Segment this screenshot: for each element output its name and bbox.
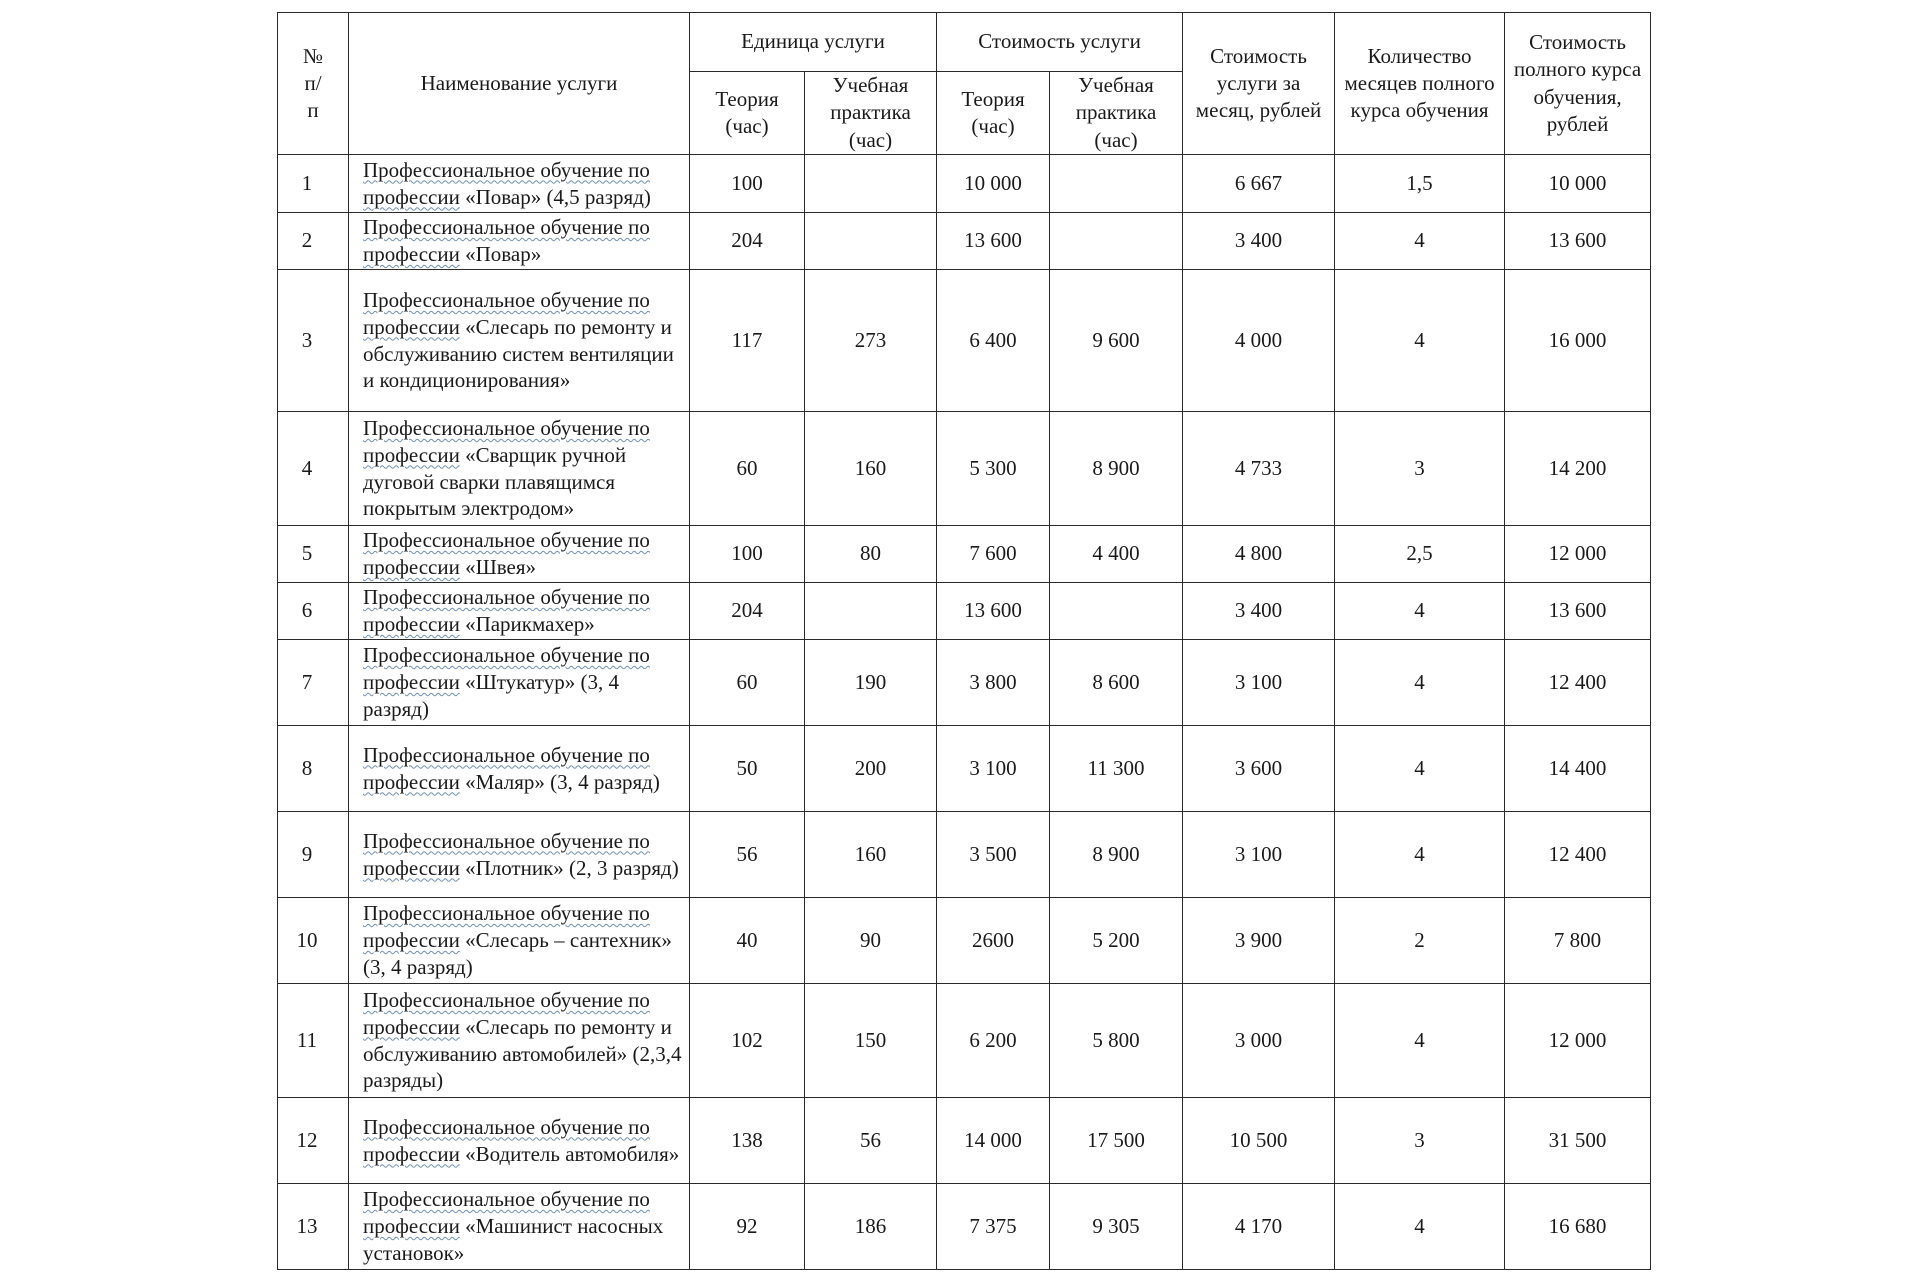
- practice-hours: [805, 213, 937, 270]
- service-name-profession: «Машинист насосных установок»: [363, 1214, 664, 1265]
- table-row: [278, 270, 1651, 412]
- monthly-cost: 3 400: [1183, 213, 1335, 270]
- cost-practice: 9 305: [1050, 1184, 1183, 1270]
- header-total-cost: Стоимость полного курса обучения, рублей: [1505, 13, 1651, 155]
- cost-practice: [1050, 155, 1183, 213]
- service-name-profession: «Маляр» (3, 4 разряд): [465, 769, 660, 794]
- total-cost: 12 400: [1505, 812, 1651, 898]
- row-number: 1: [278, 155, 349, 213]
- total-cost: 13 600: [1505, 583, 1651, 640]
- monthly-cost: 4 800: [1183, 526, 1335, 583]
- cost-practice: [1050, 213, 1183, 270]
- cost-practice: 17 500: [1050, 1098, 1183, 1184]
- total-cost: 12 400: [1505, 640, 1651, 726]
- header-number-line: п: [307, 98, 319, 123]
- row-number: 8: [278, 726, 349, 812]
- row-number: 3: [278, 270, 349, 412]
- total-cost: 14 200: [1505, 412, 1651, 526]
- table-row: [278, 412, 1651, 526]
- total-cost: 16 680: [1505, 1184, 1651, 1270]
- price-table-page: [277, 12, 1650, 1270]
- monthly-cost: 3 100: [1183, 640, 1335, 726]
- total-cost: 13 600: [1505, 213, 1651, 270]
- service-name-profession: «Водитель автомобиля»: [465, 1141, 680, 1166]
- service-name: [349, 640, 690, 726]
- theory-hours: 204: [690, 583, 805, 640]
- cost-practice: 8 900: [1050, 412, 1183, 526]
- row-number: 13: [278, 1184, 349, 1270]
- header-row-top: [278, 13, 1651, 72]
- cost-theory: 13 600: [937, 213, 1050, 270]
- service-name-prefix: Профессиональное обучение по профессии: [363, 1114, 650, 1166]
- theory-hours: 60: [690, 640, 805, 726]
- cost-practice: 5 800: [1050, 984, 1183, 1098]
- total-cost: 12 000: [1505, 984, 1651, 1098]
- service-name-prefix: Профессиональное обучение по профессии: [363, 215, 650, 266]
- monthly-cost: 10 500: [1183, 1098, 1335, 1184]
- row-number: 9: [278, 812, 349, 898]
- table-row: [278, 726, 1651, 812]
- practice-hours: 186: [805, 1184, 937, 1270]
- monthly-cost: 4 000: [1183, 270, 1335, 412]
- service-name-profession: «Слесарь по ремонту и обслуживанию автомобилей» (2,3,4 разряды): [363, 1014, 682, 1093]
- service-name-prefix: Профессиональное обучение по профессии: [363, 643, 650, 695]
- service-name: [349, 270, 690, 412]
- service-name: [349, 898, 690, 984]
- practice-hours: [805, 583, 937, 640]
- practice-hours: 273: [805, 270, 937, 412]
- monthly-cost: 3 400: [1183, 583, 1335, 640]
- course-months: 4: [1335, 583, 1505, 640]
- practice-hours: [805, 155, 937, 213]
- course-months: 2: [1335, 898, 1505, 984]
- cost-theory: 3 500: [937, 812, 1050, 898]
- service-name: [349, 812, 690, 898]
- practice-hours: 150: [805, 984, 937, 1098]
- theory-hours: 204: [690, 213, 805, 270]
- service-name: [349, 583, 690, 640]
- theory-hours: 56: [690, 812, 805, 898]
- service-name-profession: «Парикмахер»: [465, 612, 595, 636]
- table-body: [278, 155, 1651, 1270]
- row-number: 2: [278, 213, 349, 270]
- row-number: 4: [278, 412, 349, 526]
- course-months: 2,5: [1335, 526, 1505, 583]
- theory-hours: 92: [690, 1184, 805, 1270]
- header-number: [278, 13, 349, 155]
- cost-practice: 9 600: [1050, 270, 1183, 412]
- service-name: [349, 726, 690, 812]
- header-cost-practice: Учебная практика (час): [1050, 72, 1183, 155]
- cost-theory: 10 000: [937, 155, 1050, 213]
- service-name: [349, 213, 690, 270]
- row-number: 12: [278, 1098, 349, 1184]
- service-name-prefix: Профессиональное обучение по профессии: [363, 287, 650, 339]
- service-name-profession: «Повар»: [465, 242, 542, 266]
- cost-theory: 14 000: [937, 1098, 1050, 1184]
- cost-theory: 3 100: [937, 726, 1050, 812]
- cost-theory: 7 600: [937, 526, 1050, 583]
- theory-hours: 60: [690, 412, 805, 526]
- total-cost: 31 500: [1505, 1098, 1651, 1184]
- theory-hours: 100: [690, 155, 805, 213]
- total-cost: 10 000: [1505, 155, 1651, 213]
- service-name-prefix: Профессиональное обучение по профессии: [363, 585, 650, 636]
- service-name: [349, 1098, 690, 1184]
- service-name-profession: «Повар» (4,5 разряд): [465, 184, 651, 209]
- theory-hours: 40: [690, 898, 805, 984]
- total-cost: 7 800: [1505, 898, 1651, 984]
- course-months: 4: [1335, 640, 1505, 726]
- practice-hours: 90: [805, 898, 937, 984]
- cost-practice: 8 900: [1050, 812, 1183, 898]
- service-name-profession: «Сварщик ручной дуговой сварки плавящимся покрытым электродом»: [363, 442, 627, 521]
- practice-hours: 160: [805, 412, 937, 526]
- course-months: 4: [1335, 213, 1505, 270]
- table-row: [278, 984, 1651, 1098]
- table-row: [278, 155, 1651, 213]
- total-cost: 16 000: [1505, 270, 1651, 412]
- course-months: 4: [1335, 1184, 1505, 1270]
- row-number: 5: [278, 526, 349, 583]
- theory-hours: 117: [690, 270, 805, 412]
- monthly-cost: 3 000: [1183, 984, 1335, 1098]
- service-name-profession: «Швея»: [465, 555, 537, 579]
- row-number: 10: [278, 898, 349, 984]
- cost-theory: 2600: [937, 898, 1050, 984]
- row-number: 6: [278, 583, 349, 640]
- cost-practice: 5 200: [1050, 898, 1183, 984]
- service-name: [349, 526, 690, 583]
- monthly-cost: 3 100: [1183, 812, 1335, 898]
- course-months: 4: [1335, 726, 1505, 812]
- table-row: [278, 1184, 1651, 1270]
- table-row: [278, 640, 1651, 726]
- theory-hours: 100: [690, 526, 805, 583]
- header-course-months: Количество месяцев полного курса обучения: [1335, 13, 1505, 155]
- header-practice-hours: Учебная практика (час): [805, 72, 937, 155]
- course-months: 3: [1335, 412, 1505, 526]
- cost-theory: 3 800: [937, 640, 1050, 726]
- row-number: 11: [278, 984, 349, 1098]
- header-service-unit: Единица услуги: [690, 13, 937, 72]
- table-row: [278, 583, 1651, 640]
- monthly-cost: 6 667: [1183, 155, 1335, 213]
- cost-theory: 6 400: [937, 270, 1050, 412]
- table-row: [278, 812, 1651, 898]
- practice-hours: 190: [805, 640, 937, 726]
- practice-hours: 160: [805, 812, 937, 898]
- service-name-prefix: Профессиональное обучение по профессии: [363, 528, 650, 579]
- table-row: [278, 213, 1651, 270]
- header-number-line: №: [302, 43, 324, 68]
- service-name: [349, 412, 690, 526]
- service-name-profession: «Штукатур» (3, 4 разряд): [363, 670, 619, 721]
- cost-theory: 13 600: [937, 583, 1050, 640]
- practice-hours: 80: [805, 526, 937, 583]
- course-months: 4: [1335, 270, 1505, 412]
- service-name-profession: «Плотник» (2, 3 разряд): [465, 855, 679, 880]
- service-name-profession: «Слесарь – сантехник» (3, 4 разряд): [363, 928, 672, 979]
- course-months: 1,5: [1335, 155, 1505, 213]
- cost-practice: 11 300: [1050, 726, 1183, 812]
- practice-hours: 200: [805, 726, 937, 812]
- header-service-name: Наименование услуги: [349, 13, 690, 155]
- cost-practice: 4 400: [1050, 526, 1183, 583]
- course-months: 4: [1335, 984, 1505, 1098]
- service-name-prefix: Профессиональное обучение по профессии: [363, 1187, 650, 1239]
- service-name-prefix: Профессиональное обучение по профессии: [363, 742, 650, 794]
- table-row: [278, 526, 1651, 583]
- service-name-prefix: Профессиональное обучение по профессии: [363, 901, 650, 953]
- service-name-profession: «Слесарь по ремонту и обслуживанию систем вентиляции и кондиционирования»: [363, 314, 674, 393]
- header-theory-hours: Теория (час): [690, 72, 805, 155]
- table-row: [278, 1098, 1651, 1184]
- row-number: 7: [278, 640, 349, 726]
- service-name-prefix: Профессиональное обучение по профессии: [363, 157, 650, 209]
- cost-practice: 8 600: [1050, 640, 1183, 726]
- table-row: [278, 898, 1651, 984]
- header-number-line: п/: [304, 70, 322, 95]
- service-name-prefix: Профессиональное обучение по профессии: [363, 415, 650, 467]
- service-name-prefix: Профессиональное обучение по профессии: [363, 987, 650, 1039]
- cost-theory: 7 375: [937, 1184, 1050, 1270]
- service-name-prefix: Профессиональное обучение по профессии: [363, 828, 650, 880]
- cost-practice: [1050, 583, 1183, 640]
- theory-hours: 50: [690, 726, 805, 812]
- service-name: [349, 1184, 690, 1270]
- cost-theory: 5 300: [937, 412, 1050, 526]
- header-monthly-cost: Стоимость услуги за месяц, рублей: [1183, 13, 1335, 155]
- header-service-cost: Стоимость услуги: [937, 13, 1183, 72]
- practice-hours: 56: [805, 1098, 937, 1184]
- monthly-cost: 4 170: [1183, 1184, 1335, 1270]
- theory-hours: 102: [690, 984, 805, 1098]
- service-name: [349, 984, 690, 1098]
- course-months: 4: [1335, 812, 1505, 898]
- cost-theory: 6 200: [937, 984, 1050, 1098]
- total-cost: 14 400: [1505, 726, 1651, 812]
- theory-hours: 138: [690, 1098, 805, 1184]
- price-table: [277, 12, 1651, 1270]
- monthly-cost: 3 600: [1183, 726, 1335, 812]
- total-cost: 12 000: [1505, 526, 1651, 583]
- service-name: [349, 155, 690, 213]
- header-cost-theory: Теория (час): [937, 72, 1050, 155]
- course-months: 3: [1335, 1098, 1505, 1184]
- monthly-cost: 3 900: [1183, 898, 1335, 984]
- monthly-cost: 4 733: [1183, 412, 1335, 526]
